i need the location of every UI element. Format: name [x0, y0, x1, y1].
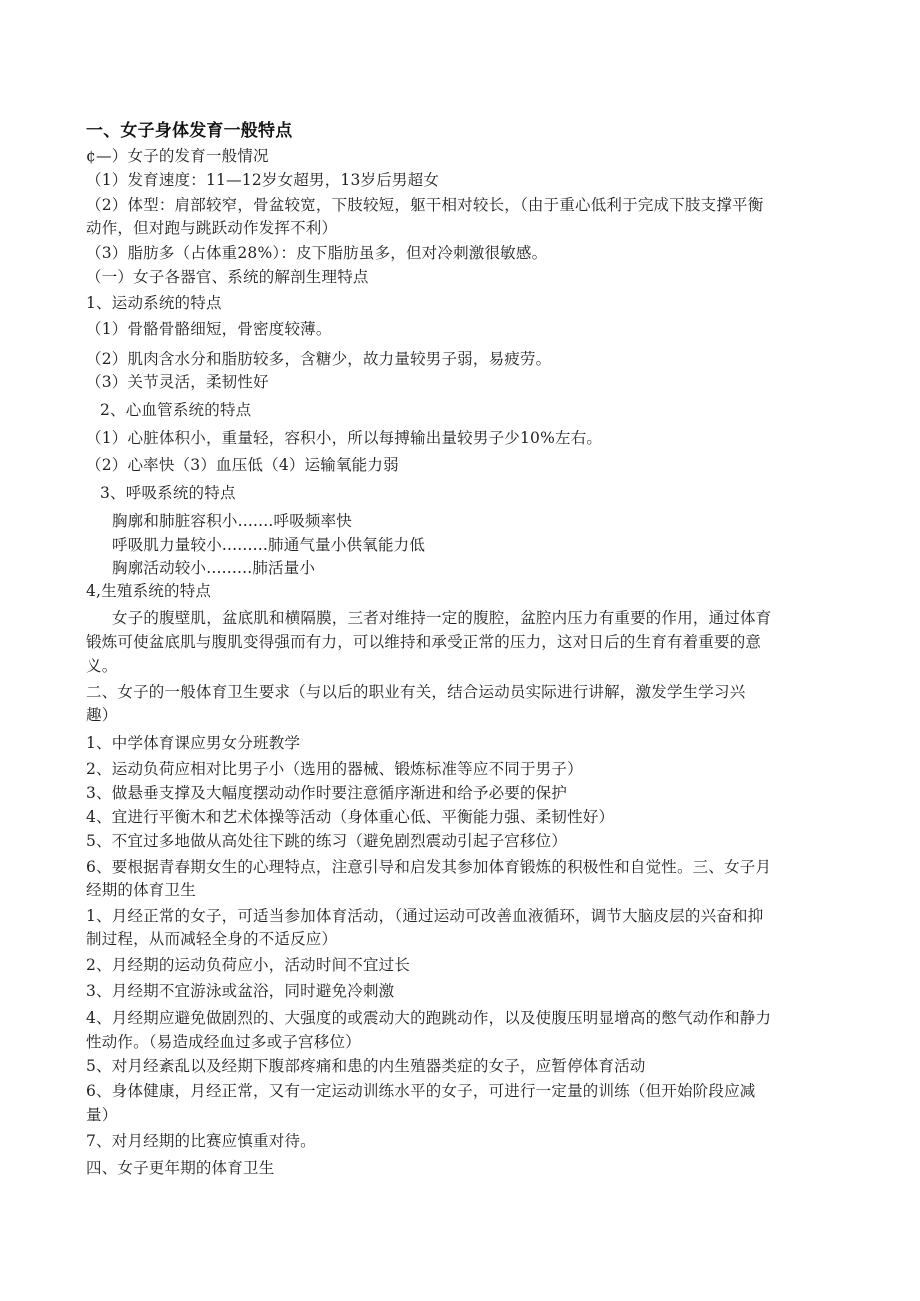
text-line: （1）骨骼骨骼细短，骨密度较薄。 — [86, 320, 332, 338]
section-heading: 趣） — [86, 706, 118, 724]
text-line: 3、做悬垂支撑及大幅度摆动动作时要注意循序渐进和给予必要的保护 — [86, 784, 568, 802]
text-line: 胸廓活动较小.........肺活量小 — [112, 559, 316, 577]
section-heading: （一）女子各器官、系统的解剖生理特点 — [86, 268, 369, 286]
text-line: 女子的腹壁肌，盆底肌和横隔膜，三者对维持一定的腹腔，盆腔内压力有重要的作用，通过体育 — [112, 609, 772, 627]
text-line: （3）关节灵活，柔韧性好 — [86, 373, 269, 391]
text-line: 义。 — [86, 657, 118, 675]
text-line: 6、身体健康，月经正常，又有一定运动训练水平的女子，可进行一定量的训练（但开始阶段应减 — [86, 1082, 756, 1100]
text-line: 5、对月经紊乱以及经期下腹部疼痛和患的内生殖器类症的女子，应暂停体育活动 — [86, 1057, 646, 1075]
text-line: 3、月经期不宜游泳或盆浴，同时避免冷刺激 — [86, 982, 395, 1000]
text-line: 1、中学体育课应男女分班教学 — [86, 734, 301, 752]
text-line: 锻炼可使盆底肌与腹肌变得强而有力，可以维持和承受正常的压力，这对日后的生育有着重要的意 — [86, 633, 762, 651]
text-line: 1、月经正常的女子，可适当参加体育活动，（通过运动可改善血液循环，调节大脑皮层的兴奋和抑 — [86, 907, 764, 925]
text-line: （3）脂肪多（占体重28%）：皮下脂肪虽多，但对冷刺激很敏感。 — [86, 244, 548, 262]
text-line: 4、月经期应避免做剧烈的、大强度的或震动大的跑跳动作，以及使腹压明显增高的憋气动作和静力 — [86, 1009, 772, 1027]
text-line: 2、月经期的运动负荷应小，活动时间不宜过长 — [86, 956, 411, 974]
text-line: 动作，但对跑与跳跃动作发挥不利） — [86, 219, 338, 237]
section-heading: 4,生殖系统的特点 — [86, 582, 212, 600]
text-line: ¢—）女子的发育一般情况 — [86, 147, 269, 165]
text-line: （1）心脏体积小，重量轻，容积小，所以每搏输出量较男子少10%左右。 — [86, 429, 603, 447]
section-heading: 2、心血管系统的特点 — [100, 401, 252, 419]
text-line: （1）发育速度：11—12岁女超男，13岁后男超女 — [86, 171, 440, 189]
text-line: （2）肌肉含水分和脂肪较多，含糖少，故力量较男子弱，易疲劳。 — [86, 350, 552, 368]
section-heading: 四、女子更年期的体育卫生 — [86, 1159, 275, 1177]
text-line: 呼吸肌力量较小.........肺通气量小供氧能力低 — [112, 536, 426, 554]
section-heading: 二、女子的一般体育卫生要求（与以后的职业有关，结合运动员实际进行讲解，激发学生学习兴 — [86, 683, 746, 701]
text-line: 6、要根据青春期女生的心理特点，注意引导和启发其参加体育锻炼的积极性和自觉性。三、女子月 — [86, 858, 772, 876]
section-heading: 经期的体育卫生 — [86, 881, 196, 899]
document-title: 一、女子身体发育一般特点 — [86, 121, 293, 141]
section-heading: 3、呼吸系统的特点 — [100, 484, 236, 502]
text-line: 制过程，从而减轻全身的不适反应） — [86, 930, 338, 948]
text-line: 5、不宜过多地做从高处往下跳的练习（避免剧烈震动引起子宫移位） — [86, 832, 568, 850]
text-line: 7、对月经期的比赛应慎重对待。 — [86, 1132, 316, 1150]
text-line: （2）心率快（3）血压低（4）运输氧能力弱 — [86, 456, 399, 474]
text-line: 性动作。（易造成经血过多或子宫移位） — [86, 1033, 361, 1051]
text-line: 2、运动负荷应相对比男子小（选用的器械、锻炼标准等应不同于男子） — [86, 760, 583, 778]
text-line: 4、宜进行平衡木和艺术体操等活动（身体重心低、平衡能力强、柔韧性好） — [86, 808, 615, 826]
text-line: 量） — [86, 1106, 118, 1124]
text-line: （2）体型：肩部较窄，骨盆较宽，下肢较短，躯干相对较长，（由于重心低利于完成下肢支撑平衡 — [86, 196, 764, 214]
text-line: 胸廓和肺脏容积小.......呼吸频率快 — [112, 512, 352, 530]
section-heading: 1、运动系统的特点 — [86, 294, 222, 312]
